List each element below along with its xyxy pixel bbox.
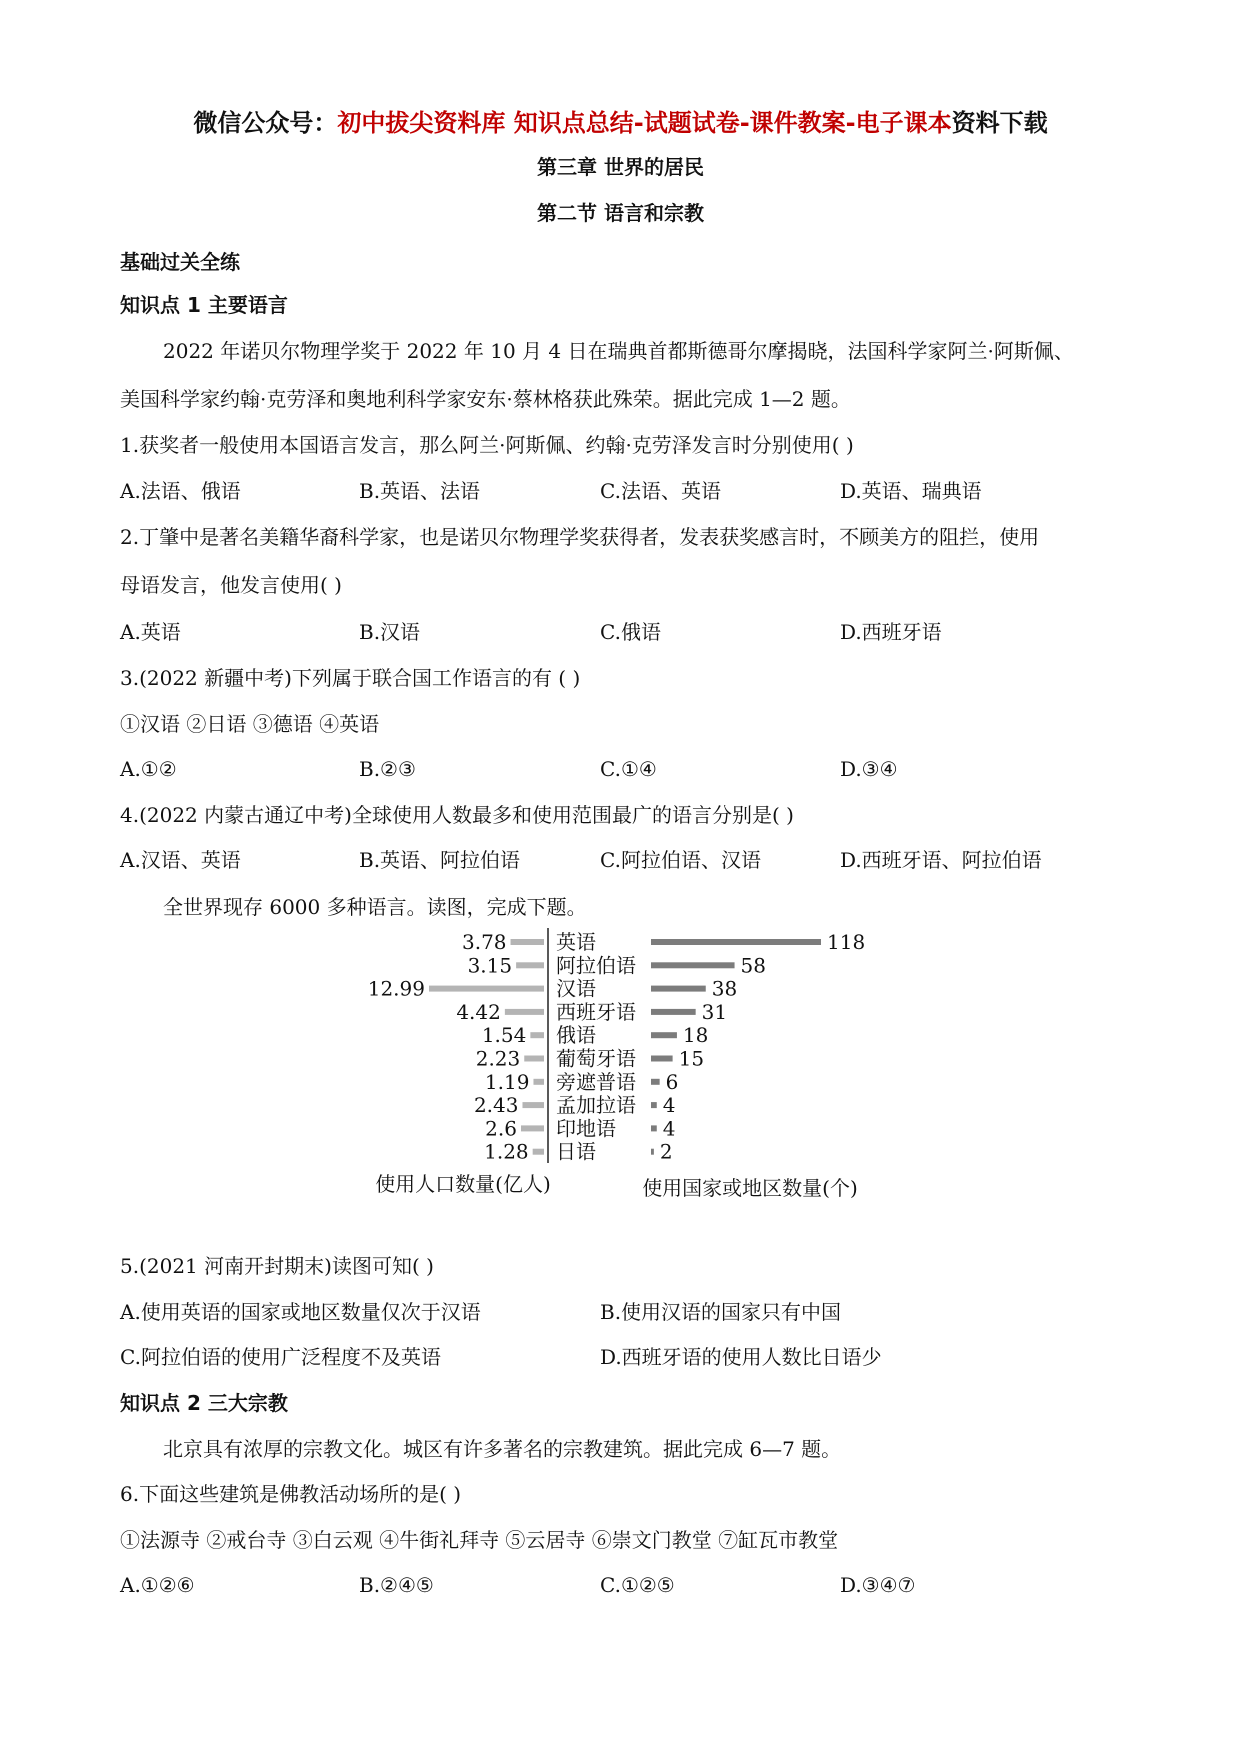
population-value-label: 2.6 (485, 1116, 517, 1141)
q3-option-a: A.①② (120, 757, 177, 781)
header-prefix: 微信公众号： (193, 109, 338, 137)
q5-option-a: A.使用英语的国家或地区数量仅次于汉语 (120, 1300, 481, 1324)
country-count-bar (651, 986, 706, 992)
header-highlight: 初中拔尖资料库 知识点总结-试题试卷-课件教案-电子课本 (337, 109, 952, 137)
question-3-choices: ①汉语 ②日语 ③德语 ④英语 (120, 712, 380, 736)
language-label: 俄语 (556, 1023, 596, 1048)
question-4-stem: 4.(2022 内蒙古通辽中考)全球使用人数最多和使用范围最广的语言分别是( ) (120, 803, 794, 827)
country-count-value-label: 4 (662, 1093, 676, 1118)
q1-option-a: A.法语、俄语 (120, 479, 241, 503)
q1-option-b: B.英语、法语 (359, 479, 481, 503)
population-bar (429, 986, 544, 992)
country-count-bar (651, 1032, 677, 1038)
language-label: 葡萄牙语 (556, 1046, 636, 1071)
intro-paragraph-line: 2022 年诺贝尔物理学奖于 2022 年 10 月 4 日在瑞典首都斯德哥尔摩揭晓，法国科学家阿兰·阿斯佩、 (163, 339, 1074, 363)
population-bar (521, 1125, 544, 1131)
knowledge-point-1: 知识点 1 主要语言 (120, 293, 288, 317)
population-value-label: 1.19 (484, 1069, 530, 1094)
question-1-stem: 1.获奖者一般使用本国语言发言，那么阿兰·阿斯佩、约翰·克劳泽发言时分别使用( ) (120, 433, 854, 457)
country-count-value-label: 58 (740, 953, 767, 978)
population-bar (530, 1032, 544, 1038)
population-bar (524, 1056, 544, 1062)
intro-paragraph-2: 北京具有浓厚的宗教文化。城区有许多著名的宗教建筑。据此完成 6—7 题。 (163, 1437, 842, 1461)
country-count-value-label: 4 (662, 1116, 676, 1141)
q4-option-b: B.英语、阿拉伯语 (359, 848, 521, 872)
language-label: 孟加拉语 (556, 1093, 636, 1118)
country-count-bar (651, 1009, 696, 1015)
population-bar (522, 1102, 544, 1108)
q3-option-d: D.③④ (840, 757, 898, 781)
intro-paragraph-line: 美国科学家约翰·克劳泽和奥地利科学家安东·蔡林格获此殊荣。据此完成 1—2 题。 (120, 387, 851, 411)
language-label: 阿拉伯语 (556, 953, 636, 978)
country-count-value-label: 2 (659, 1139, 673, 1164)
country-count-value-label: 15 (678, 1046, 705, 1071)
question-3-stem: 3.(2022 新疆中考)下列属于联合国工作语言的有 ( ) (120, 666, 581, 690)
population-value-label: 12.99 (367, 976, 425, 1001)
q2-option-b: B.汉语 (359, 620, 421, 644)
country-count-value-label: 6 (665, 1069, 679, 1094)
language-label: 汉语 (556, 976, 596, 1001)
language-label: 日语 (556, 1139, 596, 1164)
country-count-bar (651, 1056, 673, 1062)
question-2-stem: 2.丁肇中是著名美籍华裔科学家，也是诺贝尔物理学奖获得者，发表获奖感言时，不顾美方的阻拦，使用 (120, 525, 1040, 549)
population-bar (533, 1149, 544, 1155)
country-count-bar (651, 1125, 657, 1131)
page-header (0, 108, 1241, 138)
chapter-title: 第三章 世界的居民 (537, 155, 704, 179)
population-value-label: 1.28 (484, 1139, 529, 1164)
country-count-value-label: 31 (701, 999, 728, 1024)
country-count-bar (651, 1149, 654, 1155)
population-value-label: 2.43 (473, 1093, 519, 1118)
q6-option-b: B.②④⑤ (359, 1573, 434, 1597)
q1-option-d: D.英语、瑞典语 (840, 479, 982, 503)
knowledge-point-2: 知识点 2 三大宗教 (120, 1391, 288, 1415)
country-count-value-label: 38 (711, 976, 738, 1001)
q5-option-c: C.阿拉伯语的使用广泛程度不及英语 (120, 1345, 441, 1369)
q1-option-c: C.法语、英语 (600, 479, 721, 503)
practice-heading: 基础过关全练 (120, 250, 240, 274)
q5-option-d: D.西班牙语的使用人数比日语少 (600, 1345, 882, 1369)
q3-option-b: B.②③ (359, 757, 416, 781)
q3-option-c: C.①④ (600, 757, 657, 781)
country-count-value-label: 118 (827, 930, 866, 954)
language-label: 英语 (556, 930, 596, 954)
country-count-bar (651, 1102, 657, 1108)
population-value-label: 1.54 (481, 1023, 527, 1048)
q4-option-a: A.汉语、英语 (120, 848, 241, 872)
language-bar-chart (0, 925, 1241, 1215)
q2-option-c: C.俄语 (600, 620, 661, 644)
country-count-bar (651, 962, 735, 968)
country-count-value-label: 18 (682, 1023, 709, 1048)
population-bar (516, 962, 544, 968)
population-value-label: 4.42 (456, 999, 501, 1024)
chart-intro: 全世界现存 6000 多种语言。读图，完成下题。 (163, 895, 587, 919)
q6-option-c: C.①②⑤ (600, 1573, 675, 1597)
left-axis-title: 使用人口数量(亿人) (375, 1172, 551, 1196)
q2-option-a: A.英语 (120, 620, 181, 644)
language-label: 印地语 (556, 1116, 616, 1141)
section-title: 第二节 语言和宗教 (537, 201, 704, 225)
country-count-bar (651, 1079, 660, 1085)
question-5-stem: 5.(2021 河南开封期末)读图可知( ) (120, 1254, 434, 1278)
q4-option-d: D.西班牙语、阿拉伯语 (840, 848, 1042, 872)
population-value-label: 3.78 (462, 930, 507, 954)
right-axis-title: 使用国家或地区数量(个) (642, 1176, 858, 1200)
country-count-bar (651, 939, 821, 945)
q6-option-a: A.①②⑥ (120, 1573, 195, 1597)
q2-option-d: D.西班牙语 (840, 620, 942, 644)
population-value-label: 3.15 (467, 953, 513, 978)
language-label: 西班牙语 (556, 999, 636, 1024)
population-bar (505, 1009, 544, 1015)
language-label: 旁遮普语 (556, 1069, 636, 1094)
question-2-stem: 母语发言，他发言使用( ) (120, 573, 342, 597)
q4-option-c: C.阿拉伯语、汉语 (600, 848, 761, 872)
population-value-label: 2.23 (475, 1046, 521, 1071)
header-suffix: 资料下载 (951, 109, 1048, 137)
question-6-choices: ①法源寺 ②戒台寺 ③白云观 ④牛街礼拜寺 ⑤云居寺 ⑥崇文门教堂 ⑦缸瓦市教堂 (120, 1528, 839, 1552)
question-6-stem: 6.下面这些建筑是佛教活动场所的是( ) (120, 1482, 462, 1506)
population-bar (511, 939, 544, 945)
q5-option-b: B.使用汉语的国家只有中国 (600, 1300, 842, 1324)
q6-option-d: D.③④⑦ (840, 1573, 916, 1597)
population-bar (533, 1079, 544, 1085)
